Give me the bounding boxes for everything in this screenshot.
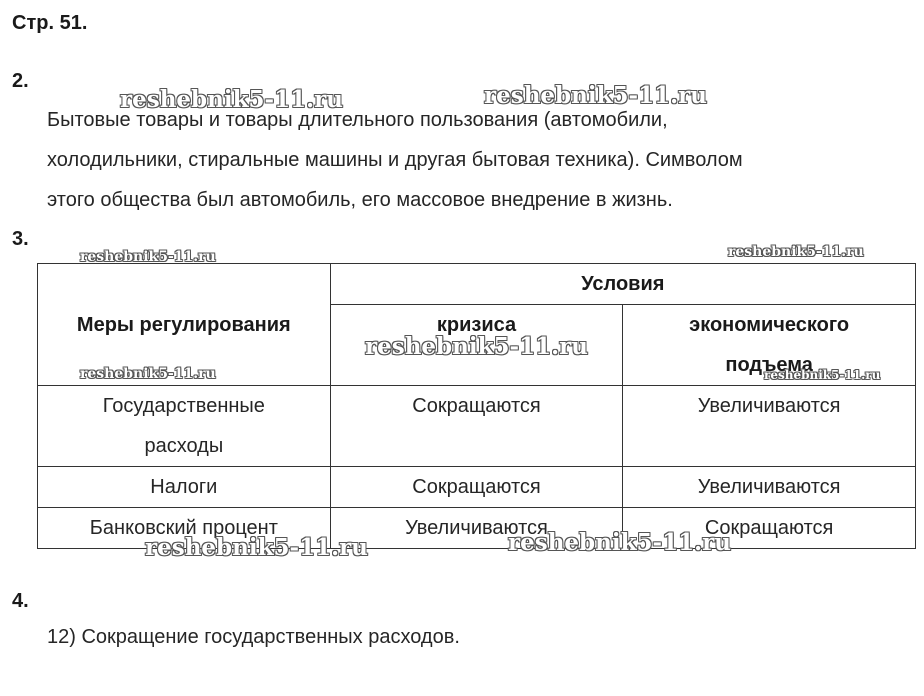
cell-crisis: Увеличиваются [330,508,623,549]
cell-measure: Банковский процент [38,508,331,549]
section-number-2: 2. [12,70,29,92]
watermark: reshebnik5-11.ru [508,529,731,556]
cell-line: Государственные [102,395,265,417]
paragraph-line: холодильники, стиральные машины и другая бытовая техника). Символом [47,149,743,171]
watermark: reshebnik5-11.ru [484,82,707,109]
section-2-paragraph [47,100,907,220]
regulation-table [37,263,916,549]
section-number-3: 3. [12,228,29,250]
column-header-measures: Меры регулирования [38,264,331,386]
page-title: Стр. 51. [12,12,88,34]
watermark: reshebnik5-11.ru [120,86,343,113]
cell-measure: Налоги [38,467,331,508]
watermark: reshebnik5-11.ru [80,249,216,265]
watermark: reshebnik5-11.ru [80,366,216,382]
header-line: подъема [725,354,813,376]
cell-growth: Увеличиваются [623,386,916,467]
watermark: reshebnik5-11.ru [728,244,864,260]
paragraph-line: этого общества был автомобиль, его массовое внедрение в жизнь. [47,189,673,211]
column-group-header-conditions: Условия [330,264,915,305]
header-line: экономического [689,314,850,336]
cell-measure [38,386,331,467]
cell-line: расходы [144,435,224,457]
cell-crisis: Сокращаются [330,386,623,467]
watermark: reshebnik5-11.ru [145,534,368,561]
cell-growth: Увеличиваются [623,467,916,508]
watermark: reshebnik5-11.ru [764,368,881,382]
cell-crisis: Сокращаются [330,467,623,508]
paragraph-line: Бытовые товары и товары длительного пользования (автомобили, [47,109,668,131]
column-header-crisis: кризиса [330,305,623,386]
watermark: reshebnik5-11.ru [365,333,588,360]
cell-growth: Сокращаются [623,508,916,549]
table-row [38,467,916,508]
table-row [38,386,916,467]
section-number-4: 4. [12,590,29,612]
section-4-answer: 12) Сокращение государственных расходов. [47,626,460,648]
